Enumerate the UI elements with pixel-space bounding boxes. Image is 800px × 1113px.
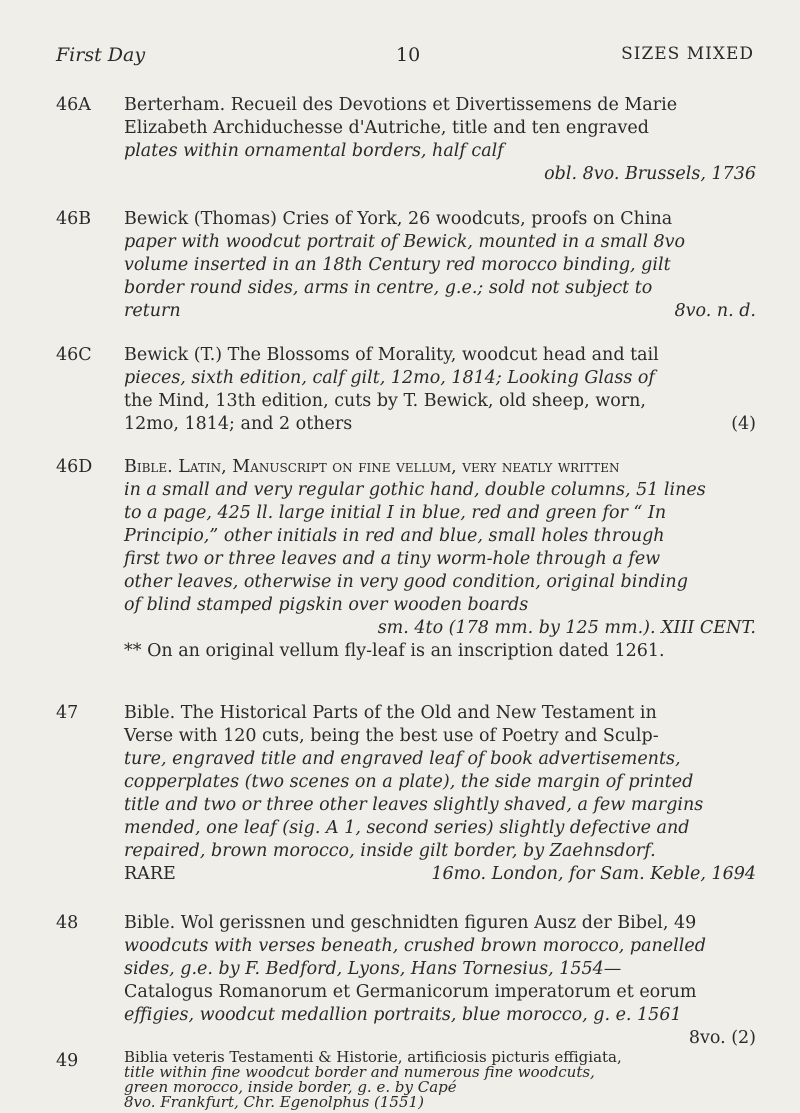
lot-number: 48 <box>56 913 79 933</box>
lot-format: sm. 4to (178 mm. by 125 mm.). XIII CENT. <box>377 618 756 638</box>
lot-line: woodcuts with verses beneath, crushed brown morocco, panelled <box>124 936 706 956</box>
lot-line: Principio,” other initials in red and blue, small holes through <box>124 526 665 546</box>
lot-line: return <box>124 301 181 321</box>
lot-line: effigies, woodcut medallion portraits, blue morocco, g. e. 1561 <box>124 1005 682 1025</box>
lot-number: 47 <box>56 703 79 723</box>
lot-line: Catalogus Romanorum et Germanicorum imperatorum et eorum <box>124 982 697 1002</box>
lot-note: ** On an original vellum fly-leaf is an inscription dated 1261. <box>124 641 665 661</box>
lot-line: the Mind, 13th edition, cuts by T. Bewick, old sheep, worn, <box>124 391 646 411</box>
lot-number: 49 <box>56 1051 79 1071</box>
lot-count: (4) <box>731 414 756 434</box>
lot-line: Bewick (Thomas) Cries of York, 26 woodcuts, proofs on China <box>124 209 673 229</box>
lot-format: 16mo. London, for Sam. Keble, 1694 <box>431 864 756 884</box>
lot-format: 8vo. n. d. <box>674 301 756 321</box>
lot-46c <box>56 344 756 436</box>
lot-line: other leaves, otherwise in very good condition, original binding <box>124 572 688 592</box>
lot-line: ture, engraved title and engraved leaf of book advertisements, <box>124 749 681 769</box>
lot-line: Berterham. Recueil des Devotions et Divertissemens de Marie <box>124 95 678 115</box>
page-number: 10 <box>396 44 421 66</box>
lot-line: Verse with 120 cuts, being the best use of Poetry and Sculp- <box>124 726 659 746</box>
lot-line: Bible. Wol gerissnen und geschnidten figuren Ausz der Bibel, 49 <box>124 913 697 933</box>
lot-line: border round sides, arms in centre, g.e.; sold not subject to <box>124 278 653 298</box>
lot-number: 46C <box>56 345 92 365</box>
lot-line: pieces, sixth edition, calf gilt, 12mo, 1814; Looking Glass of <box>124 368 655 388</box>
lot-46b <box>56 208 756 323</box>
lot-line: repaired, brown morocco, inside gilt border, by Zaehnsdorf. <box>124 841 656 861</box>
lot-number: 46B <box>56 209 92 229</box>
header-section: SIZES MIXED <box>621 44 754 64</box>
lot-47 <box>56 702 756 886</box>
lot-46a <box>56 94 756 186</box>
lot-line: 12mo, 1814; and 2 others <box>124 414 353 434</box>
page-header <box>56 44 754 74</box>
lot-line: Elizabeth Archiduchesse d'Autriche, title and ten engraved <box>124 118 649 138</box>
lot-format: obl. 8vo. Brussels, 1736 <box>544 164 756 184</box>
lot-line: Bible. The Historical Parts of the Old and New Testament in <box>124 703 657 723</box>
lot-line: green morocco, inside border, g. e. by Capé <box>124 1078 457 1096</box>
lot-line: RARE <box>124 864 176 884</box>
lot-number: 46A <box>56 95 91 115</box>
lot-line: first two or three leaves and a tiny worm-hole through a few <box>124 549 661 569</box>
lot-line: sides, g.e. by F. Bedford, Lyons, Hans Tornesius, 1554— <box>124 959 622 979</box>
lot-line: volume inserted in an 18th Century red morocco binding, gilt <box>124 255 671 275</box>
lot-line: in a small and very regular gothic hand, double columns, 51 lines <box>124 480 706 500</box>
lot-49 <box>56 1050 756 1110</box>
lot-line: copperplates (two scenes on a plate), the side margin of printed <box>124 772 694 792</box>
lot-line: Bewick (T.) The Blossoms of Morality, woodcut head and tail <box>124 345 659 365</box>
lot-line: to a page, 425 ll. large initial I in blue, red and green for “ In <box>124 503 667 523</box>
lot-format: 8vo. (2) <box>688 1028 756 1048</box>
lot-format: 8vo. Frankfurt, Chr. Egenolphus (1551) <box>124 1093 424 1111</box>
lot-line: paper with woodcut portrait of Bewick, mounted in a small 8vo <box>124 232 686 252</box>
lot-line: Bible. Latin, Manuscript on fine vellum, very neatly written <box>124 457 620 477</box>
lot-46d <box>56 456 756 663</box>
lot-line: plates within ornamental borders, half calf <box>124 141 504 161</box>
lot-48 <box>56 912 756 1050</box>
lot-line: title within fine woodcut border and numerous fine woodcuts, <box>124 1063 595 1081</box>
lot-line: mended, one leaf (sig. A 1, second series) slightly defective and <box>124 818 690 838</box>
lot-line: title and two or three other leaves slightly shaved, a few margins <box>124 795 704 815</box>
lot-line: of blind stamped pigskin over wooden boards <box>124 595 529 615</box>
lot-number: 46D <box>56 457 93 477</box>
lot-line: Biblia veteris Testamenti & Historie, artificiosis picturis effigiata, <box>124 1048 622 1066</box>
header-day: First Day <box>56 44 146 66</box>
